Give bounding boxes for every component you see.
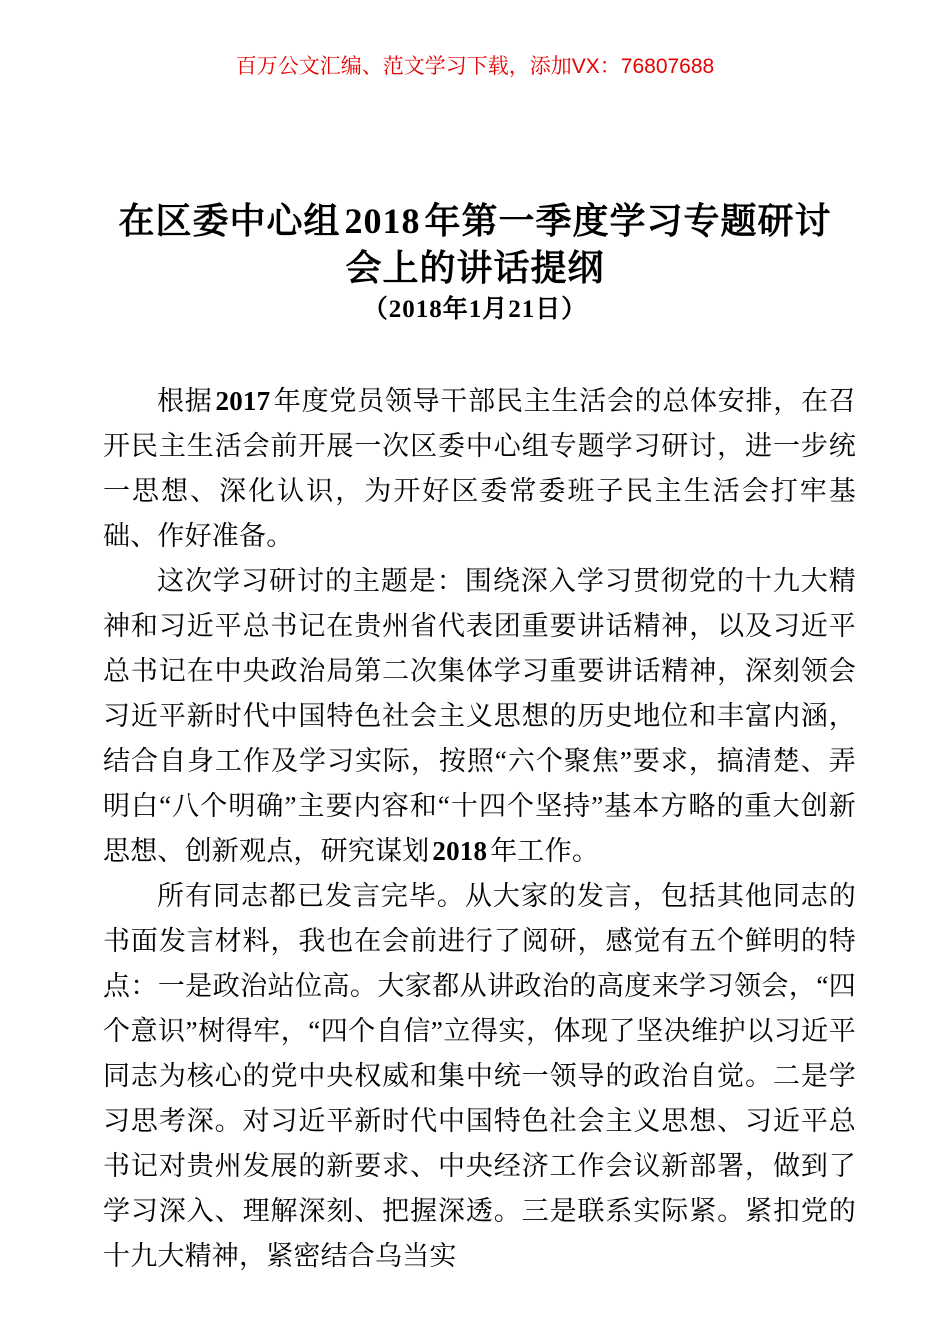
paragraph-1-year-number: 2017 [215,386,271,416]
watermark-text: 百万公文汇编、范文学习下载，添加VX：76807688 [235,55,715,78]
title-year-number: 2018 [344,201,421,241]
title-line-1-text: 在区委中心组 [118,201,341,241]
paragraph-2-text: 这次学习研讨的主题是：围绕深入学习贯彻党的十九大精神和习近平总书记在贵州省代表团重要讲话精神，以及习近平总书记在中央政治局第二次集体学习重要讲话精神，深刻领会习近平新时代中国特色社会主义思想的历史地位和丰富内涵，结合自身工作及学习实际，按照“六个聚焦”要求，搞清楚、弄明白“八个明确”主要内容和“十四个坚持”基本方略的重大创新思想、创新观点，研究谋划 [103,566,856,866]
paragraph-2 [103,559,856,874]
title-line-1 [118,201,831,241]
paragraph-1-text: 根据 [157,386,213,416]
title-line-2: 会上的讲话提纲 [345,248,605,288]
date-line: （2018年1月21日） [362,296,588,323]
paragraph-3 [103,874,856,1279]
document-body [0,379,950,1279]
paragraph-1-rest: 年度党员领导干部民主生活会的总体安排，在召开民主生活会前开展一次区委中心组专题学习研讨，进一步统一思想、深化认识，为开好区委常委班子民主生活会打牢基础、作好准备。 [103,386,856,551]
paragraph-3-text: 所有同志都已发言完毕。从大家的发言，包括其他同志的书面发言材料，我也在会前进行了阅研，感觉有五个鲜明的特点：一是政治站位高。大家都从讲政治的高度来学习领会，“四个意识”树得牢，“四个自信”立得实，体现了坚决维护以习近平同志为核心的党中央权威和集中统一领导的政治自觉。二是学习思考深。对习近平新时代中国特色社会主义思想、习近平总书记对贵州发展的新要求、中央经济工作会议新部署，做到了学习深入、理解深刻、把握深透。三是联系实际紧。紧扣党的十九大精神，紧密结合乌当实 [103,881,856,1271]
watermark-banner [0,0,950,80]
document-title [60,198,890,292]
paragraph-2-rest: 年工作。 [490,836,600,866]
title-line-1-rest: 年第一季度学习专题研讨 [424,201,832,241]
paragraph-2-year-number: 2018 [432,836,488,866]
paragraph-1 [103,379,856,559]
